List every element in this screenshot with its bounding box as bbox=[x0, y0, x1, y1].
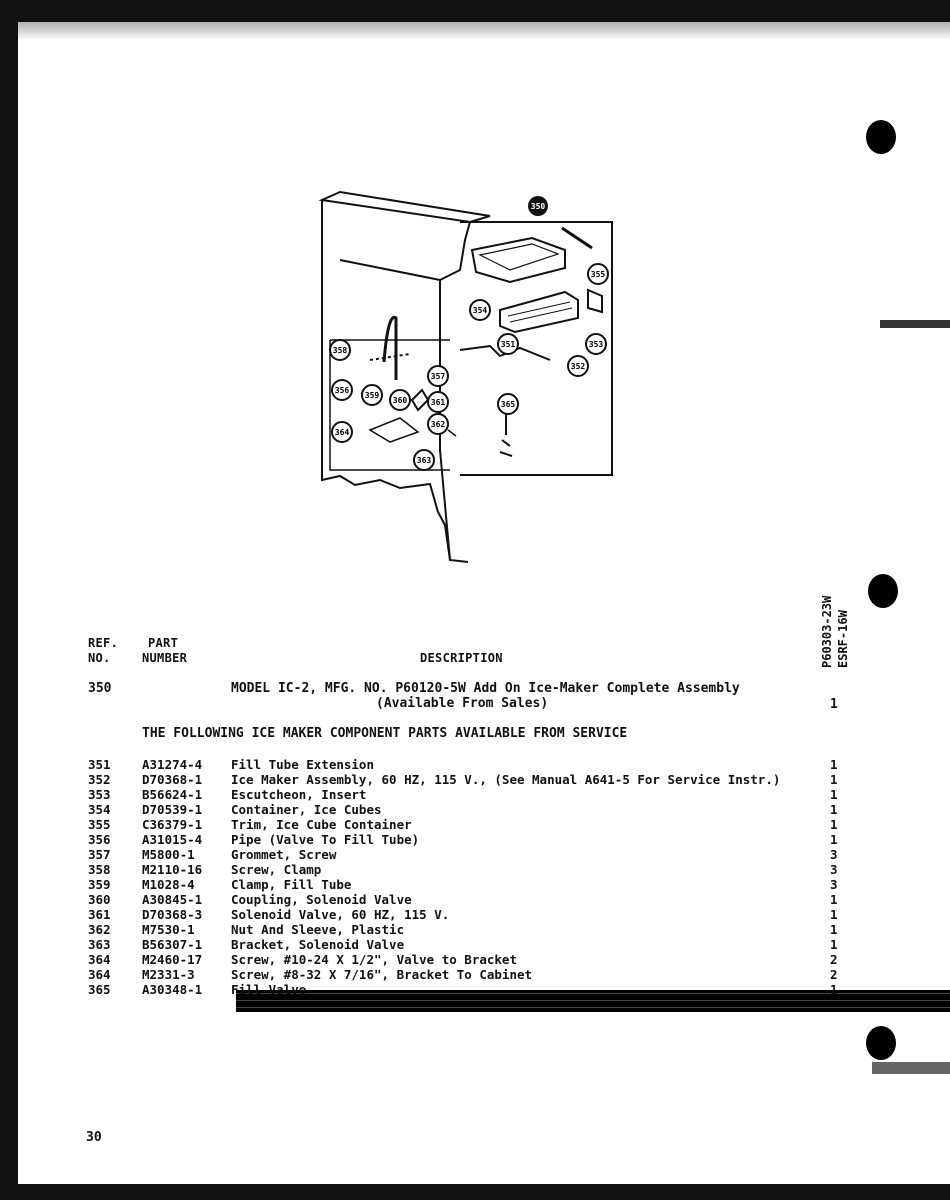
table-row bbox=[88, 802, 848, 817]
ref-no: 365 bbox=[88, 982, 111, 997]
callout-352 bbox=[568, 356, 588, 376]
part-qty: 1 bbox=[830, 757, 838, 772]
part-description: Fill Valve bbox=[231, 982, 307, 997]
model-code bbox=[808, 592, 868, 672]
ref-no: 354 bbox=[88, 802, 111, 817]
svg-text:352: 352 bbox=[570, 362, 586, 371]
main-item-availability: (Available From Sales) bbox=[376, 696, 549, 711]
part-number: M7530-1 bbox=[142, 922, 195, 937]
svg-text:365: 365 bbox=[500, 400, 516, 409]
table-row bbox=[88, 817, 848, 832]
table-row bbox=[88, 937, 848, 952]
callout-355 bbox=[588, 264, 608, 284]
ref-no: 359 bbox=[88, 877, 111, 892]
callout-354 bbox=[470, 300, 490, 320]
header-part-line2: NUMBER bbox=[142, 651, 188, 665]
model-code-primary: P60303-23W bbox=[820, 595, 834, 668]
main-item-qty: 1 bbox=[830, 697, 838, 712]
svg-text:357: 357 bbox=[430, 372, 446, 381]
scan-border-left bbox=[0, 0, 18, 1200]
part-number: M1028-4 bbox=[142, 877, 195, 892]
part-number: D70368-3 bbox=[142, 907, 203, 922]
part-number: D70539-1 bbox=[142, 802, 203, 817]
table-row bbox=[88, 832, 848, 847]
svg-text:361: 361 bbox=[430, 398, 446, 407]
callout-351 bbox=[498, 334, 518, 354]
part-qty: 1 bbox=[830, 892, 838, 907]
part-qty: 1 bbox=[830, 937, 838, 952]
table-row bbox=[88, 967, 848, 982]
part-description: Trim, Ice Cube Container bbox=[231, 817, 412, 832]
part-qty: 1 bbox=[830, 907, 838, 922]
table-row bbox=[88, 922, 848, 937]
part-qty: 2 bbox=[830, 967, 838, 982]
table-row bbox=[88, 862, 848, 877]
ref-no: 352 bbox=[88, 772, 111, 787]
binder-hole-middle bbox=[868, 574, 898, 608]
ref-no: 351 bbox=[88, 757, 111, 772]
part-qty: 1 bbox=[830, 832, 838, 847]
part-description: Pipe (Valve To Fill Tube) bbox=[231, 832, 420, 847]
main-item-ref: 350 bbox=[88, 681, 112, 696]
part-description: Coupling, Solenoid Valve bbox=[231, 892, 412, 907]
part-number: M2110-16 bbox=[142, 862, 203, 877]
table-row bbox=[88, 892, 848, 907]
part-description: Fill Tube Extension bbox=[231, 757, 374, 772]
part-qty: 1 bbox=[830, 772, 838, 787]
table-row bbox=[88, 982, 848, 997]
part-description: Ice Maker Assembly, 60 HZ, 115 V., (See Manual A641-5 For Service Instr.) bbox=[231, 772, 781, 787]
part-number: A31274-4 bbox=[142, 757, 203, 772]
callout-358 bbox=[330, 340, 350, 360]
svg-text:360: 360 bbox=[392, 396, 408, 405]
svg-text:353: 353 bbox=[588, 340, 604, 349]
part-qty: 3 bbox=[830, 847, 838, 862]
part-description: Solenoid Valve, 60 HZ, 115 V. bbox=[231, 907, 450, 922]
svg-text:364: 364 bbox=[334, 428, 350, 437]
part-description: Screw, Clamp bbox=[231, 862, 322, 877]
part-description: Grommet, Screw bbox=[231, 847, 337, 862]
part-description: Nut And Sleeve, Plastic bbox=[231, 922, 405, 937]
page-number: 30 bbox=[86, 1130, 102, 1145]
callout-359 bbox=[362, 385, 382, 405]
ref-no: 357 bbox=[88, 847, 111, 862]
binder-hole-bottom bbox=[866, 1026, 896, 1060]
part-description: Screw, #10-24 X 1/2", Valve to Bracket bbox=[231, 952, 517, 967]
part-number: D70368-1 bbox=[142, 772, 203, 787]
ref-no: 358 bbox=[88, 862, 111, 877]
part-number: B56624-1 bbox=[142, 787, 203, 802]
svg-text:354: 354 bbox=[472, 306, 488, 315]
part-qty: 2 bbox=[830, 952, 838, 967]
part-number: M5800-1 bbox=[142, 847, 195, 862]
part-number: C36379-1 bbox=[142, 817, 203, 832]
model-code-secondary: ESRF-16W bbox=[836, 610, 850, 668]
ref-no: 353 bbox=[88, 787, 111, 802]
callout-363 bbox=[414, 450, 434, 470]
callout-362 bbox=[428, 414, 448, 434]
table-row bbox=[88, 907, 848, 922]
part-number: B56307-1 bbox=[142, 937, 203, 952]
part-description: Screw, #8-32 X 7/16", Bracket To Cabinet bbox=[231, 967, 533, 982]
part-qty: 3 bbox=[830, 862, 838, 877]
header-ref-line1: REF. bbox=[88, 636, 119, 650]
callout-361 bbox=[428, 392, 448, 412]
part-number: M2460-17 bbox=[142, 952, 203, 967]
part-number: A31015-4 bbox=[142, 832, 203, 847]
part-number: M2331-3 bbox=[142, 967, 195, 982]
scan-smudge bbox=[872, 1062, 950, 1074]
ref-no: 361 bbox=[88, 907, 111, 922]
scan-border-bottom bbox=[0, 1184, 950, 1200]
svg-text:359: 359 bbox=[364, 391, 380, 400]
ref-no: 360 bbox=[88, 892, 111, 907]
svg-text:356: 356 bbox=[334, 386, 350, 395]
binder-hole-top bbox=[866, 120, 896, 154]
svg-text:358: 358 bbox=[332, 346, 348, 355]
header-description: DESCRIPTION bbox=[420, 651, 503, 665]
table-row bbox=[88, 877, 848, 892]
part-qty: 1 bbox=[830, 922, 838, 937]
svg-text:363: 363 bbox=[416, 456, 432, 465]
table-row bbox=[88, 772, 848, 787]
table-row bbox=[88, 757, 848, 772]
part-qty: 1 bbox=[830, 787, 838, 802]
ref-no: 362 bbox=[88, 922, 111, 937]
ice-maker-exploded-diagram bbox=[300, 150, 630, 570]
ref-no: 364 bbox=[88, 967, 111, 982]
callout-353 bbox=[586, 334, 606, 354]
part-description: Clamp, Fill Tube bbox=[231, 877, 352, 892]
part-qty: 1 bbox=[830, 817, 838, 832]
table-row bbox=[88, 952, 848, 967]
svg-text:350: 350 bbox=[530, 202, 546, 211]
part-qty: 1 bbox=[830, 982, 838, 997]
scan-smudge bbox=[880, 320, 950, 328]
part-description: Bracket, Solenoid Valve bbox=[231, 937, 405, 952]
callout-350 bbox=[528, 196, 548, 216]
ref-no: 355 bbox=[88, 817, 111, 832]
scan-border-top bbox=[0, 0, 950, 22]
ref-no: 363 bbox=[88, 937, 111, 952]
callout-365 bbox=[498, 394, 518, 414]
part-number: A30845-1 bbox=[142, 892, 203, 907]
section-heading: THE FOLLOWING ICE MAKER COMPONENT PARTS AVAILABLE FROM SERVICE bbox=[142, 726, 628, 741]
svg-text:362: 362 bbox=[430, 420, 446, 429]
part-qty: 1 bbox=[830, 802, 838, 817]
callout-357 bbox=[428, 366, 448, 386]
header-ref-line2: NO. bbox=[88, 651, 111, 665]
svg-text:351: 351 bbox=[500, 340, 516, 349]
ref-no: 364 bbox=[88, 952, 111, 967]
table-row bbox=[88, 787, 848, 802]
part-qty: 3 bbox=[830, 877, 838, 892]
table-row bbox=[88, 847, 848, 862]
svg-text:355: 355 bbox=[590, 270, 606, 279]
scan-border-top-shade bbox=[0, 22, 950, 40]
part-number: A30348-1 bbox=[142, 982, 203, 997]
main-item-description: MODEL IC-2, MFG. NO. P60120-5W Add On Ice-Maker Complete Assembly bbox=[231, 681, 740, 696]
callout-356 bbox=[332, 380, 352, 400]
callout-364 bbox=[332, 422, 352, 442]
part-description: Container, Ice Cubes bbox=[231, 802, 382, 817]
callout-360 bbox=[390, 390, 410, 410]
ref-no: 356 bbox=[88, 832, 111, 847]
part-description: Escutcheon, Insert bbox=[231, 787, 367, 802]
header-part-line1: PART bbox=[148, 636, 179, 650]
